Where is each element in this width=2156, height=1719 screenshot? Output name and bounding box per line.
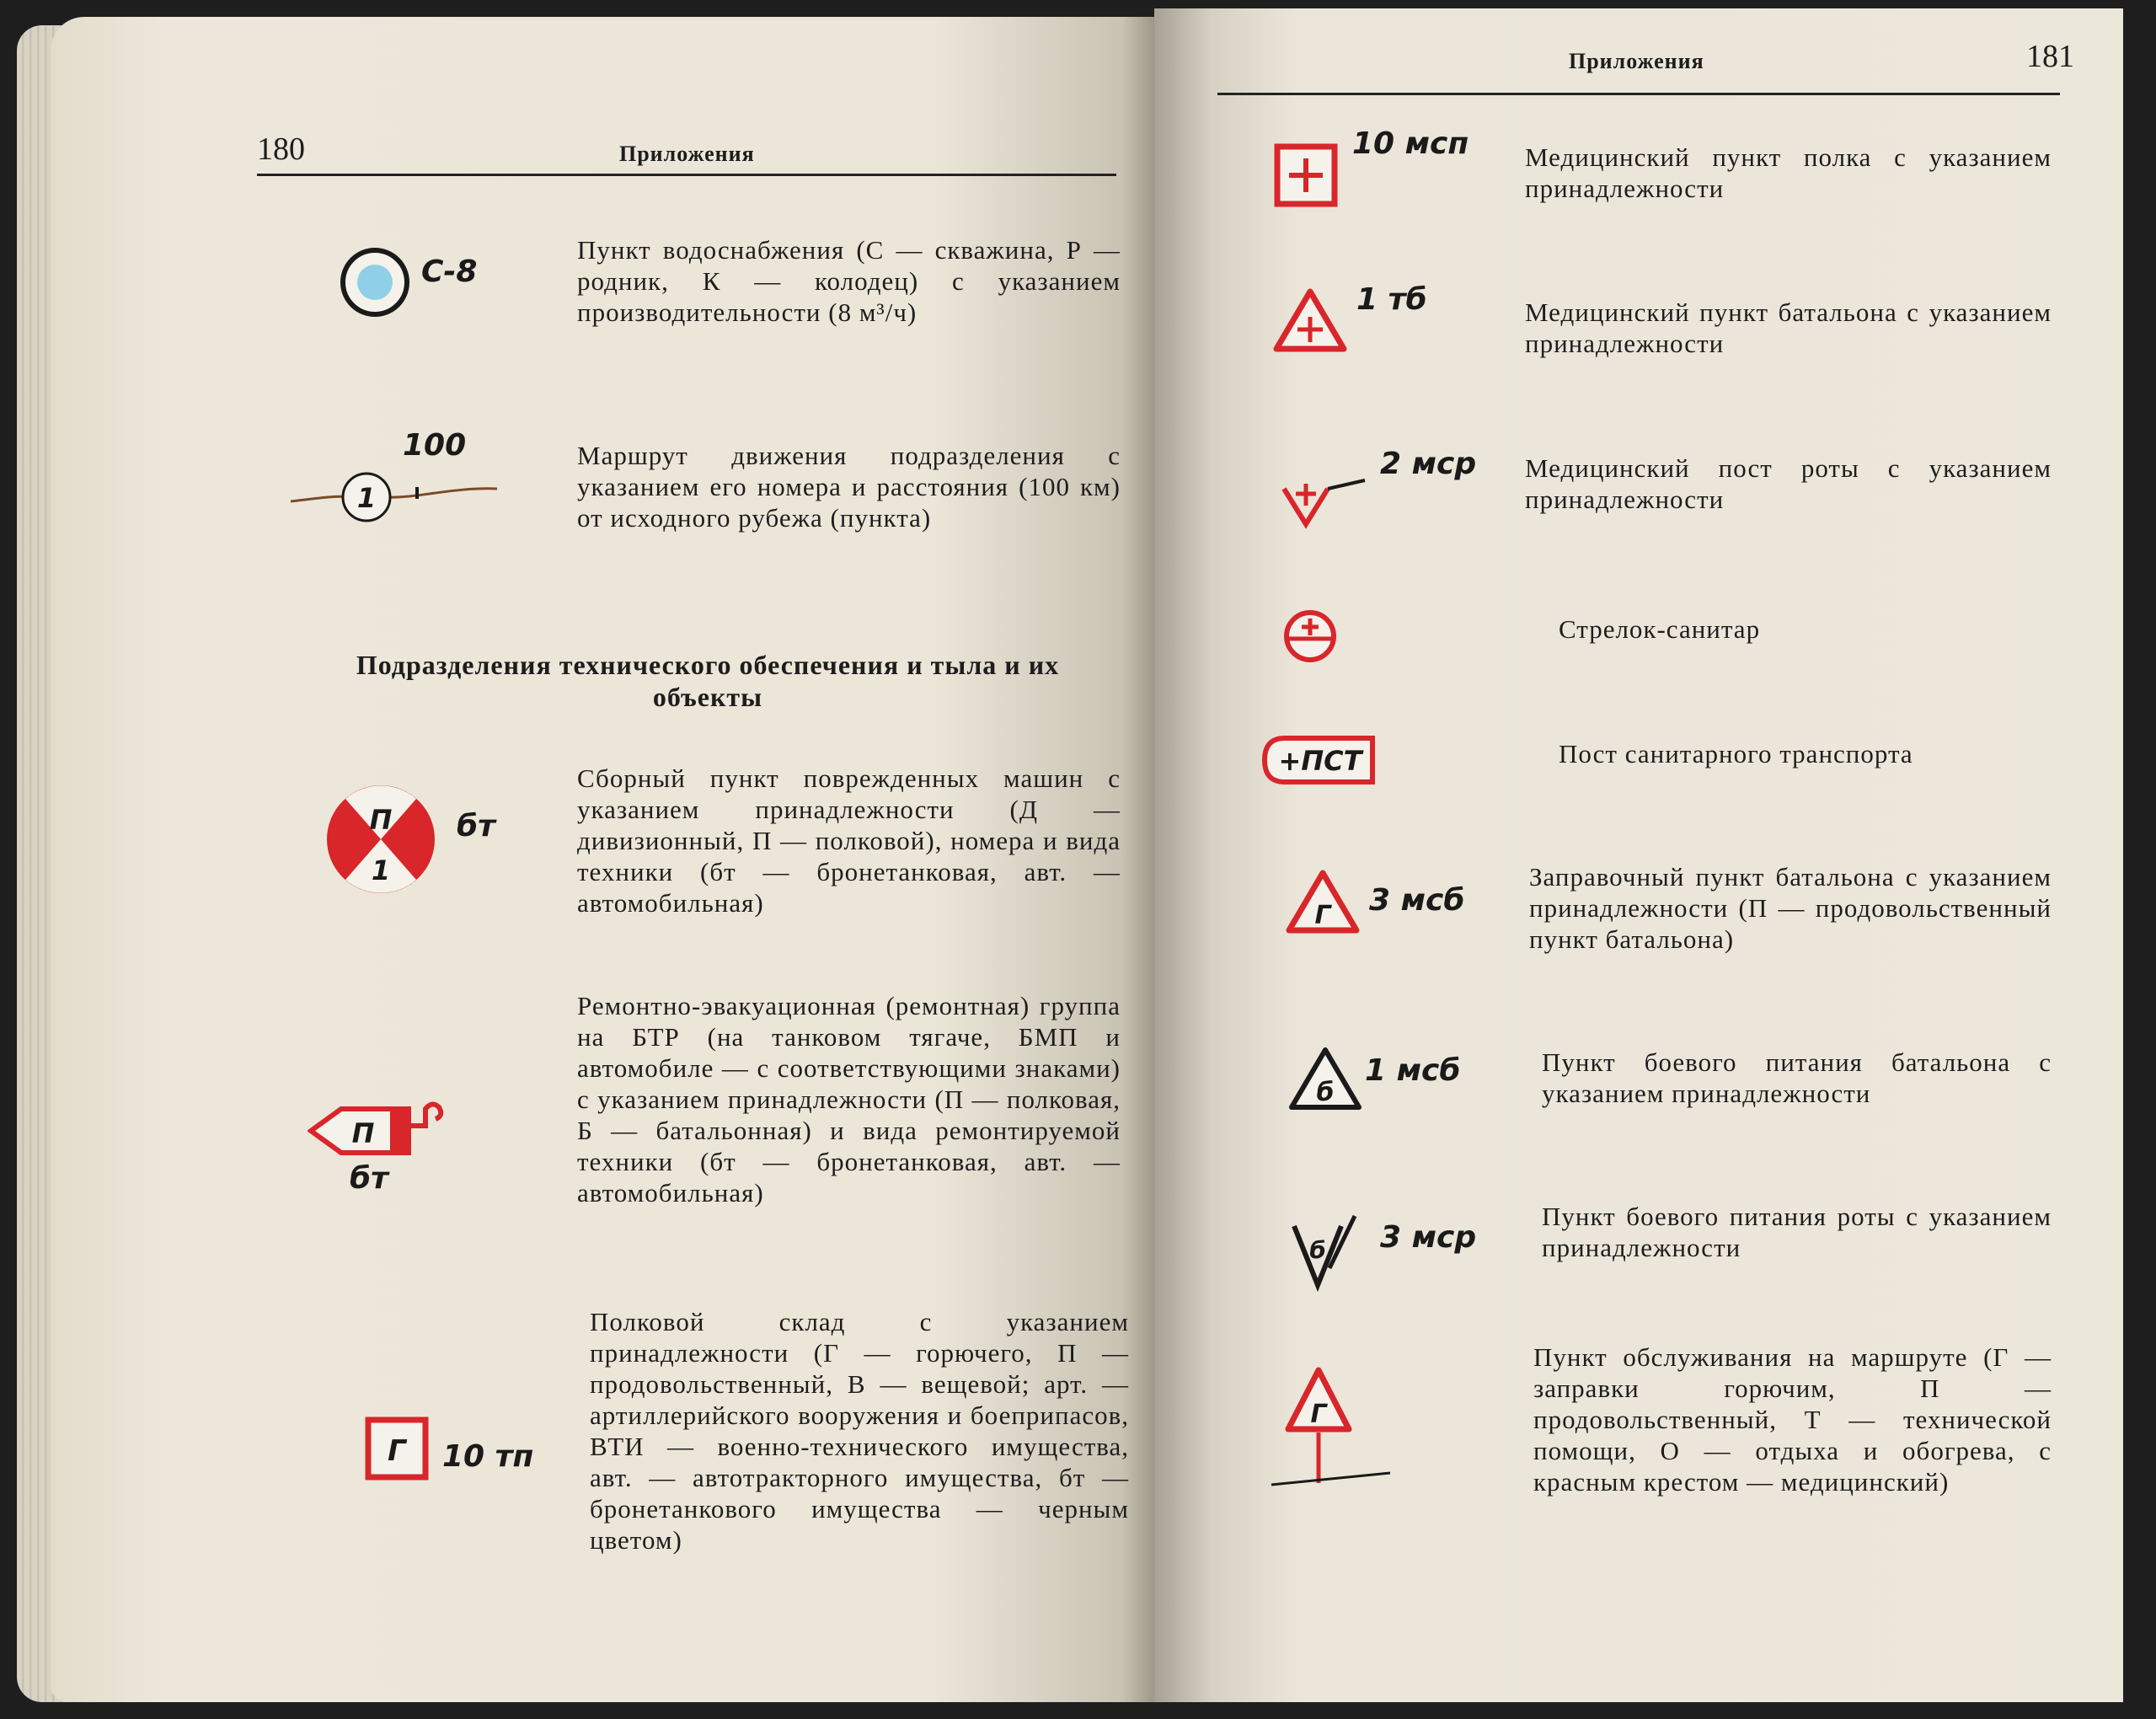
symbol-label: С-8 <box>421 254 478 289</box>
point-type-letter: б <box>1316 1078 1335 1107</box>
point-type-letter: б <box>1309 1236 1326 1264</box>
header-rule <box>257 174 1116 176</box>
header-rule <box>1217 93 2060 95</box>
rifleman-medic-symbol <box>1281 607 1340 670</box>
point-type-letter: Г <box>1310 1400 1327 1429</box>
entry-text: Сборный пункт поврежденных машин с указанием принадлежности (Д — дивизионный, П — полковой), номера и вида техники (бт — бронетанковая, авт. — автомобильная) <box>577 763 1121 918</box>
battalion-fuel-point-symbol <box>1285 868 1361 940</box>
symbol-label: 3 мсб <box>1369 883 1465 918</box>
symbol-label: 10 мсп <box>1352 126 1469 161</box>
battalion-medical-point-symbol <box>1272 286 1348 358</box>
regimental-depot-symbol <box>364 1416 431 1487</box>
symbol-label: 1 тб <box>1356 282 1427 317</box>
page-number: 180 <box>257 131 305 167</box>
entry-text: Пункт обслуживания на маршруте (Г — заправки горючим, П — продовольственный, Т — технической помощи, О — отдыха и обогрева, с красным крестом — медицинский) <box>1533 1342 2052 1497</box>
symbol-label: 1 мсб <box>1365 1053 1461 1088</box>
sanitary-transport-post-symbol <box>1260 733 1378 791</box>
symbol-label: 100 <box>403 428 467 463</box>
route-service-point-symbol <box>1268 1365 1394 1496</box>
symbol-label: 10 тп <box>442 1439 534 1474</box>
entry-text: Полковой склад с указанием принадлежности (Г — горючего, П — продовольственный, В — вещевой; арт. — артиллерийского вооружения и боеприпасов, ВТИ — военно-технического имущества, авт. — автотракторного имущества, бт — бронетанкового имущества — черным цветом) <box>590 1307 1129 1555</box>
ownership-letter: П <box>351 1117 375 1149</box>
symbol-label: 2 мср <box>1380 447 1477 481</box>
battalion-combat-supply-point-symbol <box>1287 1045 1363 1117</box>
company-combat-supply-point-symbol <box>1289 1209 1373 1298</box>
symbol-label: бт <box>350 1161 389 1196</box>
route-symbol <box>291 463 501 535</box>
entry-text: Пункт боевого питания батальона с указанием принадлежности <box>1542 1047 2052 1108</box>
entry-text: Пост санитарного транспорта <box>1559 739 1913 768</box>
ownership-letter: П <box>369 804 393 836</box>
entry-text: Медицинский пост роты с указанием принадлежности <box>1525 453 2052 514</box>
regimental-medical-point-symbol <box>1272 142 1340 213</box>
water-supply-symbol <box>337 244 413 324</box>
running-head: Приложения <box>619 142 755 166</box>
point-type-letter: Г <box>1314 901 1331 930</box>
entry-text: Заправочный пункт батальона с указанием принадлежности (П — продовольственный пункт батальона) <box>1529 862 2052 954</box>
repair-group-symbol <box>308 1097 459 1160</box>
left-page <box>51 17 1154 1702</box>
entry-text: Маршрут движения подразделения с указанием его номера и расстояния (100 км) от исходного рубежа (пункта) <box>577 441 1121 533</box>
entry-text: Медицинский пункт полка с указанием принадлежности <box>1525 142 2052 203</box>
symbol-label: 3 мср <box>1380 1220 1477 1255</box>
depot-type-letter: Г <box>388 1434 406 1468</box>
entry-text: Стрелок-санитар <box>1559 614 1761 644</box>
company-medical-post-symbol <box>1281 455 1382 535</box>
entry-text: Медицинский пункт батальона с указанием принадлежности <box>1525 297 2052 358</box>
entry-text: Ремонтно-эвакуационная (ремонтная) группа на БТР (на танковом тягаче, БМП и автомобиле — с соответствующими знаками) с указанием принадлежности (П — полковая, Б — батальонная) и вида ремонтируемой техники (бт — бронетанковая, авт. — автомобильная) <box>577 991 1121 1208</box>
running-head: Приложения <box>1569 49 1704 73</box>
right-page <box>1154 8 2123 1702</box>
entry-text: Пункт водоснабжения (С — скважина, Р — родник, К — колодец) с указанием производительности (8 м³/ч) <box>577 235 1121 327</box>
symbol-label: бт <box>457 809 496 843</box>
entry-text: Пункт боевого питания роты с указанием принадлежности <box>1542 1202 2052 1262</box>
section-title: Подразделения технического обеспечения и тыла и их объекты <box>356 650 1060 712</box>
route-number: 1 <box>356 482 377 514</box>
point-number: 1 <box>371 854 391 886</box>
damaged-vehicles-point-symbol <box>322 780 440 902</box>
symbol-label: +ПСТ <box>1278 745 1362 777</box>
page-number: 181 <box>2026 39 2074 74</box>
